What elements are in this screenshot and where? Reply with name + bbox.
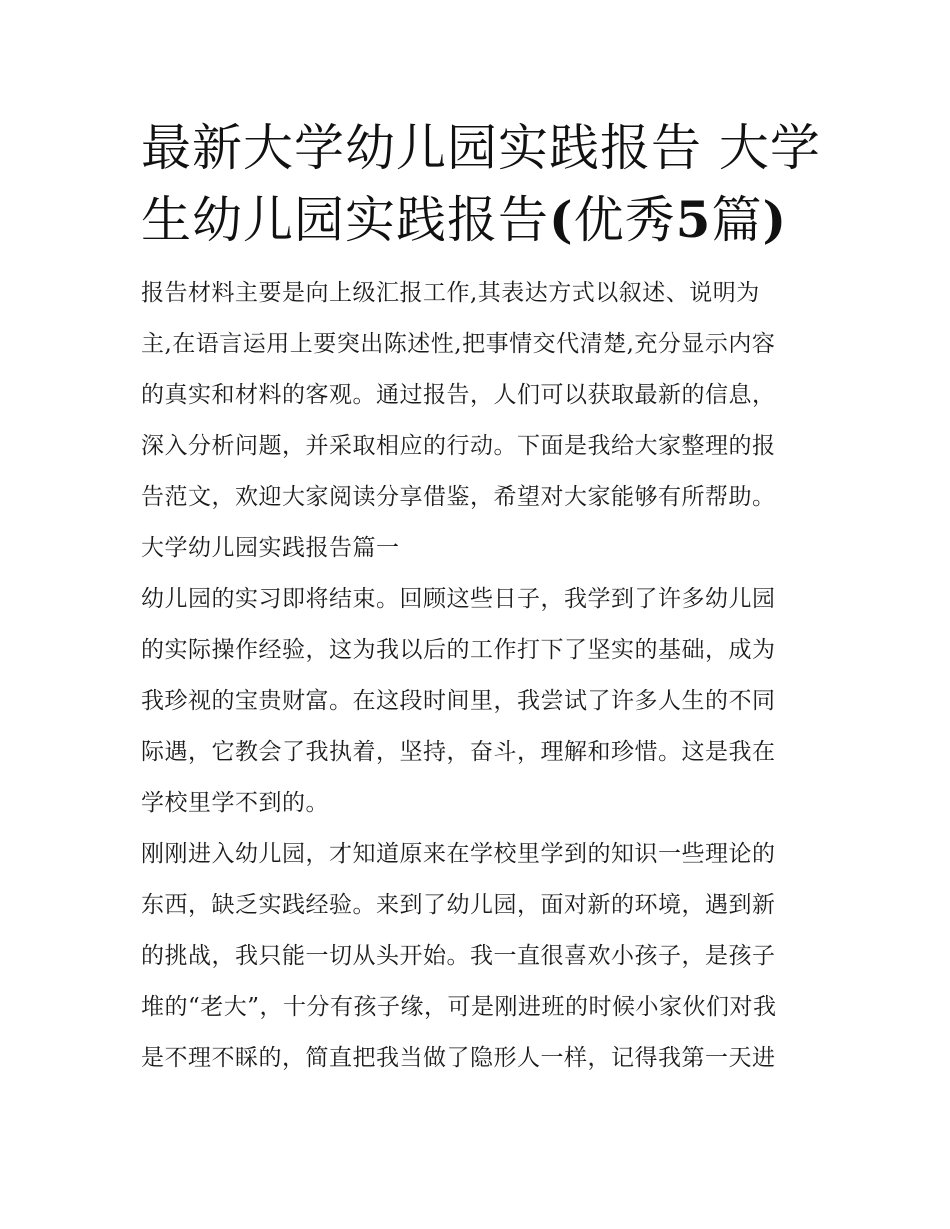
paragraph-1-line: 我珍视的宝贵财富。在这段时间里，我尝试了许多人生的不同: [141, 688, 776, 714]
document-content: [141, 112, 821, 1084]
paragraph-1-line: 的实际操作经验，这为我以后的工作打下了坚实的基础，成为: [141, 637, 776, 663]
paragraph-1-line: 幼儿园的实习即将结束。回顾这些日子，我学到了许多幼儿园: [141, 586, 776, 612]
paragraph-1-line: 际遇，它教会了我执着，坚持，奋斗，理解和珍惜。这是我在: [141, 739, 776, 765]
title-count: 5: [675, 190, 712, 249]
section-heading: [141, 523, 817, 574]
title-line-2-text: 生幼儿园实践报告: [141, 191, 549, 249]
paragraph-2-line: 堆的“老大”，十分有孩子缘，可是刚进班的时候小家伙们对我: [141, 994, 777, 1020]
title-paren-close: ): [762, 190, 788, 249]
intro-line: 告范文，欢迎大家阅读分享借鉴，希望对大家能够有所帮助。: [141, 484, 776, 510]
title-line-1: 最新大学幼儿园实践报告 大学: [141, 119, 821, 177]
paragraph-1-line: 学校里学不到的。: [141, 790, 329, 816]
document-title: [141, 112, 821, 256]
title-pian: 篇: [711, 191, 763, 249]
paragraph-2-line: 刚刚进入幼儿园，才知道原来在学校里学到的知识一些理论的: [141, 841, 776, 867]
intro-line: 报告材料主要是向上级汇报工作,其表达方式以叙述、说明为: [141, 280, 760, 306]
intro-line: 主,在语言运用上要突出陈述性,把事情交代清楚,充分显示内容: [141, 331, 776, 357]
paragraph-2-line: 是不理不睬的，简直把我当做了隐形人一样，记得我第一天进: [141, 1045, 776, 1071]
paragraph-2-line: 东西，缺乏实践经验。来到了幼儿园，面对新的环境，遇到新: [141, 892, 776, 918]
title-youxiu: 优秀: [573, 191, 676, 249]
intro-line: 深入分析问题，并采取相应的行动。下面是我给大家整理的报: [141, 433, 776, 459]
paragraph-1: [141, 574, 817, 829]
intro-paragraph: [141, 268, 817, 523]
title-line-2: [141, 184, 817, 256]
paragraph-2-line: 的挑战，我只能一切从头开始。我一直很喜欢小孩子，是孩子: [141, 943, 776, 969]
document-body: [141, 268, 817, 1084]
section-heading-text: 大学幼儿园实践报告篇一: [141, 535, 400, 561]
title-paren-open: (: [549, 190, 574, 249]
paragraph-2: [141, 829, 817, 1084]
intro-line: 的真实和材料的客观。通过报告，人们可以获取最新的信息，: [141, 382, 776, 408]
